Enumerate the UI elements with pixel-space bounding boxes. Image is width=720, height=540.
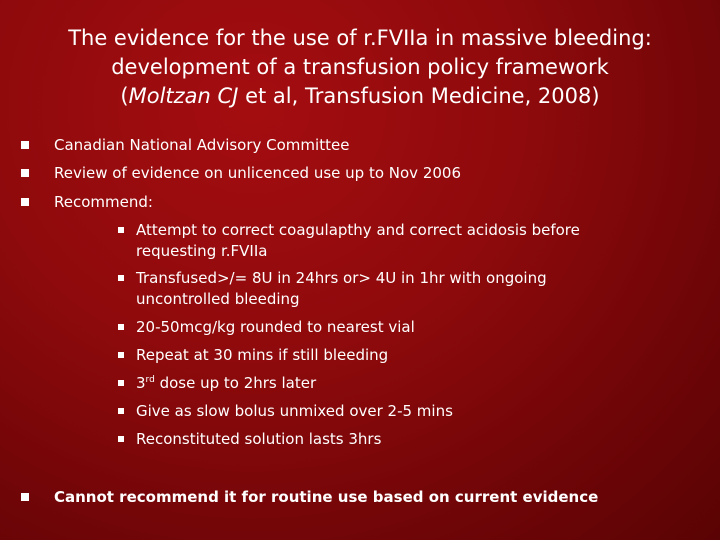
bullet-text: Review of evidence on unlicenced use up to Nov 2006 (54, 164, 461, 182)
bullet-item (21, 192, 153, 212)
sub-bullet-item (118, 401, 638, 422)
sub-bullet-item (118, 429, 638, 450)
sub-bullet-text: Repeat at 30 mins if still bleeding (136, 346, 389, 364)
sub-bullet-rest: dose up to 2hrs later (154, 374, 317, 392)
square-bullet-icon (118, 227, 124, 233)
title-author: Moltzan CJ (128, 84, 239, 108)
bullet-item (21, 135, 349, 155)
square-bullet-icon (118, 352, 124, 358)
title-paren: ( (120, 84, 129, 108)
sub-bullet-text: 20-50mcg/kg rounded to nearest vial (136, 318, 415, 336)
ordinal-number: 3 (136, 374, 146, 392)
title-line-2: development of a transfusion policy framework (111, 55, 609, 79)
sub-bullet-item (118, 317, 638, 338)
sub-bullet-text: Give as slow bolus unmixed over 2-5 mins (136, 402, 453, 420)
conclusion-bullet (21, 487, 598, 507)
sub-bullet-item (118, 345, 638, 366)
square-bullet-icon (21, 493, 29, 501)
title-line-1: The evidence for the use of r.FVIIa in massive bleeding: (68, 26, 652, 50)
sub-bullet-item (118, 220, 638, 262)
square-bullet-icon (21, 141, 29, 149)
conclusion-text: Cannot recommend it for routine use based on current evidence (54, 488, 599, 506)
sub-bullet-text: Attempt to correct coagulapthy and correct acidosis before requesting r.FVIIa (136, 221, 580, 260)
square-bullet-icon (118, 408, 124, 414)
square-bullet-icon (118, 324, 124, 330)
square-bullet-icon (118, 380, 124, 386)
bullet-item (21, 163, 461, 183)
title-line-3 (40, 82, 680, 111)
sub-bullet-item (118, 373, 638, 394)
sub-bullet-text: Reconstituted solution lasts 3hrs (136, 430, 382, 448)
title-citation: et al, Transfusion Medicine, 2008) (238, 84, 600, 108)
sub-bullet-text (136, 373, 638, 394)
bullet-text: Canadian National Advisory Committee (54, 136, 350, 154)
sub-bullet-text: Transfused>/= 8U in 24hrs or> 4U in 1hr with ongoing uncontrolled bleeding (136, 269, 547, 308)
square-bullet-icon (21, 198, 29, 206)
square-bullet-icon (118, 436, 124, 442)
bullet-text: Recommend: (54, 193, 153, 211)
slide-title (40, 24, 680, 111)
sub-bullet-item (118, 268, 638, 310)
square-bullet-icon (21, 169, 29, 177)
square-bullet-icon (118, 275, 124, 281)
ordinal-suffix: rd (145, 375, 155, 385)
